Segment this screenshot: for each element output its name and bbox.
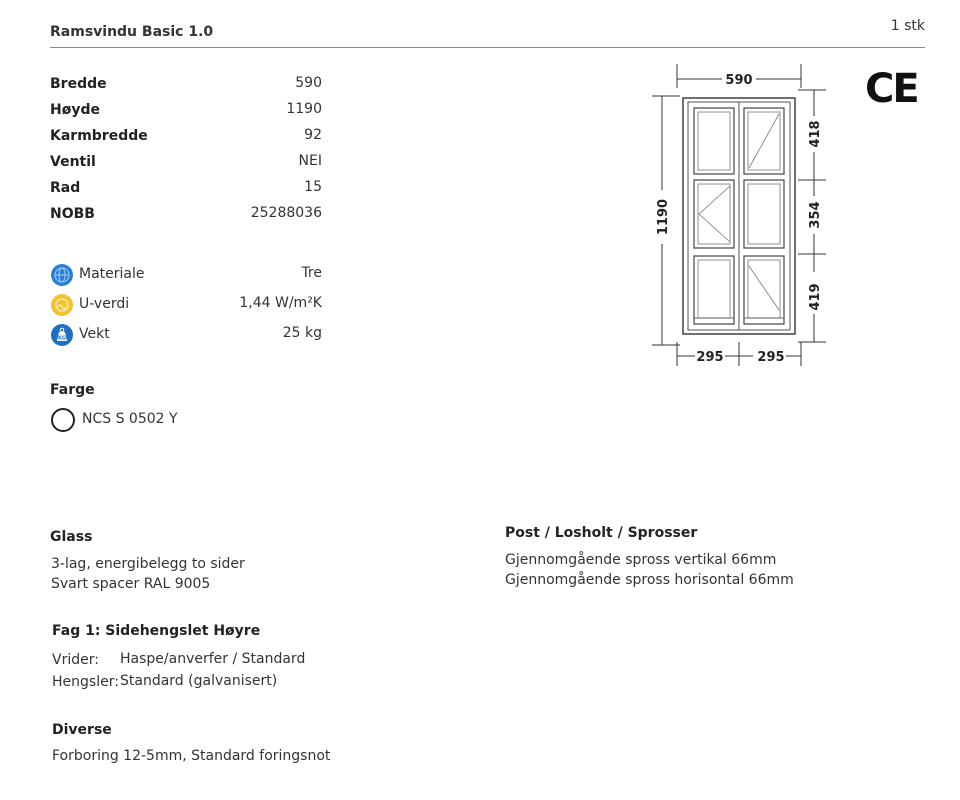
left-dimension <box>652 96 680 345</box>
spec-value-row: 15 <box>304 179 322 195</box>
diverse-line-1: Forboring 12-5mm, Standard foringsnot <box>52 748 331 764</box>
property-value-material: Tre <box>301 265 322 281</box>
color-value: NCS S 0502 Y <box>82 411 178 427</box>
fag-row-label-hinges: Hengsler: <box>52 674 119 690</box>
spec-label-frame-width: Karmbredde <box>50 128 148 144</box>
dim-row-top-label: 418 <box>808 120 823 148</box>
post-line-1: Gjennomgående spross vertikal 66mm <box>505 552 777 568</box>
dim-row-middle-label: 354 <box>808 201 823 229</box>
spec-label-vent: Ventil <box>50 154 96 170</box>
ce-mark: CE <box>865 66 918 112</box>
top-dimension <box>677 64 801 88</box>
dim-col-right-label: 295 <box>757 350 785 365</box>
dim-height-label: 1190 <box>656 198 671 236</box>
color-heading: Farge <box>50 382 95 398</box>
fag-heading: Fag 1: Sidehengslet Høyre <box>52 623 261 639</box>
post-line-2: Gjennomgående spross horisontal 66mm <box>505 572 794 588</box>
right-dimension <box>798 90 826 342</box>
spec-label-row: Rad <box>50 180 81 196</box>
spec-value-height: 1190 <box>286 101 322 117</box>
diverse-heading: Diverse <box>52 722 112 738</box>
fag-row-label-handle: Vrider: <box>52 652 99 668</box>
property-value-u-value: 1,44 W/m²K <box>239 295 322 311</box>
spec-value-vent: NEI <box>298 153 322 169</box>
page-title: Ramsvindu Basic 1.0 <box>50 24 214 40</box>
spec-value-frame-width: 92 <box>304 127 322 143</box>
weight-icon-glyph <box>51 324 73 346</box>
spec-value-width: 590 <box>295 75 322 91</box>
header-divider <box>50 47 925 48</box>
spec-value-nobb: 25288036 <box>250 205 322 221</box>
dim-width-label: 590 <box>725 73 753 88</box>
property-label-material: Materiale <box>79 266 145 282</box>
glass-heading: Glass <box>50 529 93 545</box>
weight-icon-text: KG <box>58 335 66 342</box>
left-sash <box>694 108 734 324</box>
property-value-weight: 25 kg <box>282 325 322 341</box>
dim-row-bottom-label: 419 <box>808 283 823 311</box>
window-drawing <box>640 60 840 380</box>
fag-row-value-handle: Haspe/anverfer / Standard <box>120 651 306 667</box>
thermal-icon-glyph <box>51 294 73 316</box>
dim-col-left-label: 295 <box>696 350 724 365</box>
globe-icon <box>51 264 73 286</box>
property-label-weight: Vekt <box>79 326 110 342</box>
property-label-u-value: U-verdi <box>79 296 130 312</box>
spec-label-nobb: NOBB <box>50 206 95 222</box>
thermal-icon <box>51 294 73 316</box>
color-swatch <box>51 408 75 432</box>
quantity-label: 1 stk <box>890 18 925 34</box>
globe-icon-glyph <box>51 264 73 286</box>
glass-line-1: 3-lag, energibelegg to sider <box>51 556 245 572</box>
weight-icon <box>51 324 73 346</box>
spec-label-width: Bredde <box>50 76 107 92</box>
spec-label-height: Høyde <box>50 102 100 118</box>
bottom-dimension <box>677 342 801 366</box>
right-sash <box>744 108 784 324</box>
glass-line-2: Svart spacer RAL 9005 <box>51 576 211 592</box>
post-heading: Post / Losholt / Sprosser <box>505 525 698 541</box>
fag-row-value-hinges: Standard (galvanisert) <box>120 673 278 689</box>
